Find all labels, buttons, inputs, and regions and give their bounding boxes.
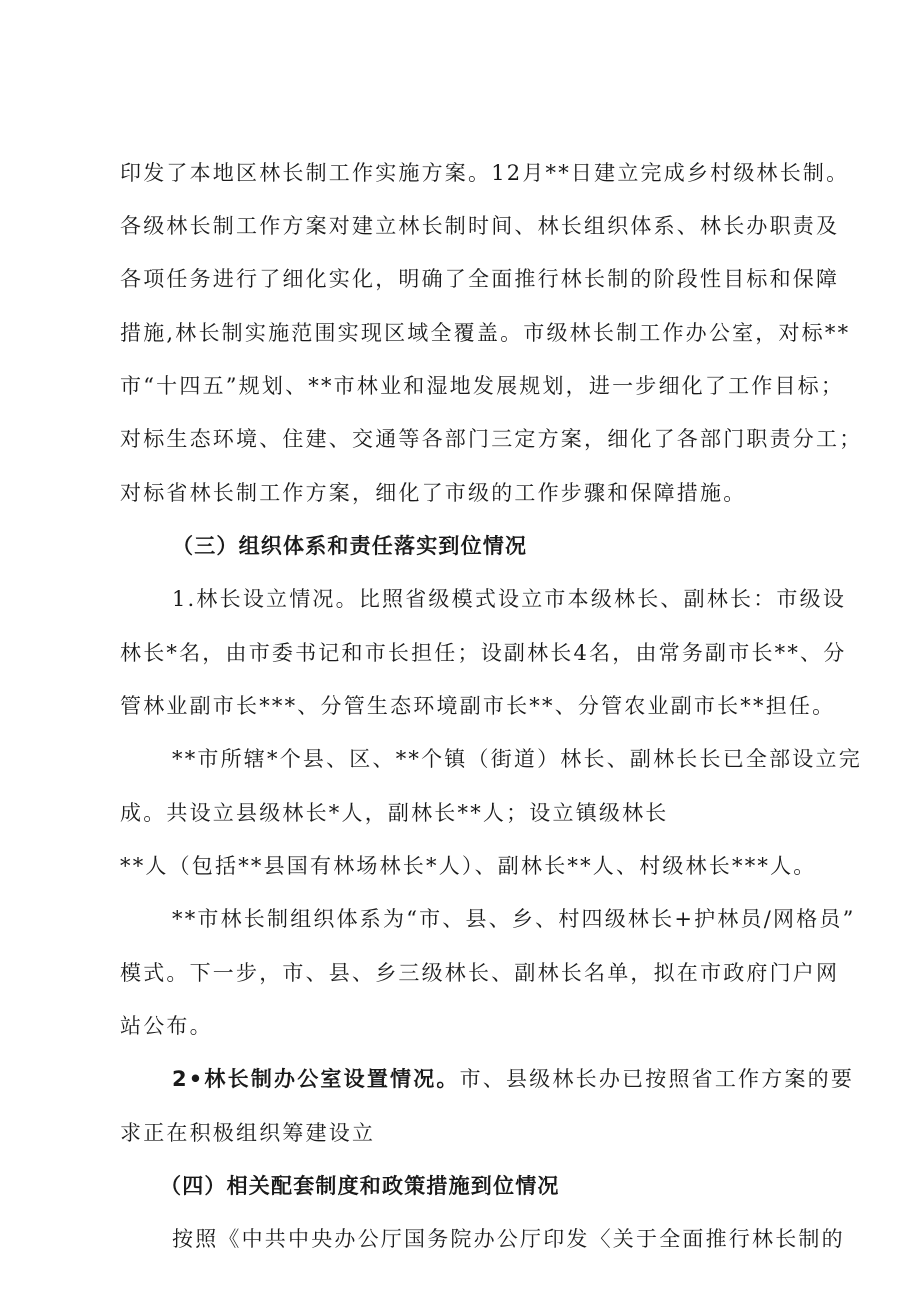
section-heading-4: （四）相关配套制度和政策措施到位情况 [160,1174,560,1198]
text-line: 按照《中共中央办公厅国务院办公厅印发〈关于全面推行林长制的 [172,1227,845,1251]
text-line: 求正在积极组织筹建设立 [120,1121,376,1145]
text-line: 市“十四五”规划、**市林业和湿地发展规划，进一步细化了工作目标； [120,374,845,398]
text-line: 对标省林长制工作方案，细化了市级的工作步骤和保障措施。 [120,481,747,505]
text-line: 1.林长设立情况。比照省级模式设立市本级林长、副林长：市级设 [172,587,847,611]
text-line: 印发了本地区林长制工作实施方案。12月**日建立完成乡村级林长制。 [120,161,850,185]
text-line: 站公布。 [120,1014,213,1038]
text-line: **人（包括**县国有林场林长*人）、副林长**人、村级林长***人。 [120,854,817,878]
text-line [172,1064,854,1094]
text-line: 成。共设立县级林长*人，副林长**人；设立镇级林长 [120,801,669,825]
section-heading-3: （三）组织体系和责任落实到位情况 [172,534,528,558]
text-line: **市所辖*个县、区、**个镇（街道）林长、副林长长已全部设立完 [172,747,862,771]
text-line: **市林长制组织体系为“市、县、乡、村四级林长+护林员/网格员” [172,907,856,931]
text-line: 对标生态环境、住建、交通等各部门三定方案，细化了各部门职责分工； [120,427,863,451]
text-line: 各项任务进行了细化实化，明确了全面推行林长制的阶段性目标和保障 [120,267,840,291]
text-line: 措施,林长制实施范围实现区域全覆盖。市级林长制工作办公室，对标** [120,321,851,345]
text-line: 模式。下一步，市、县、乡三级林长、副林长名单，拟在市政府门户网 [120,961,840,985]
text-line: 各级林长制工作方案对建立林长制时间、林长组织体系、林长办职责及 [120,214,840,238]
text-line: 林长*名，由市委书记和市长担任；设副林长4名，由常务副市长**、分 [120,641,847,665]
subsection-text: 市、县级林长办已按照省工作方案的要 [459,1067,855,1091]
text-line: 管林业副市长***、分管生态环境副市长**、分管农业副市长**担任。 [120,694,836,718]
subsection-lead: 2•林长制办公室设置情况。 [172,1067,460,1091]
